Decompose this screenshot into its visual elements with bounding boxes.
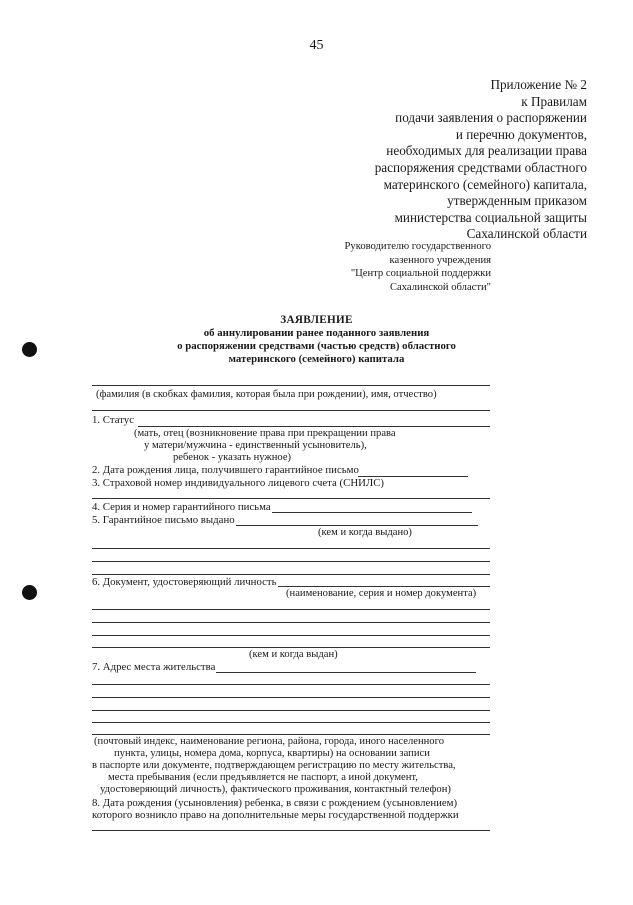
identity-doc-extra-line[interactable] [92, 635, 490, 636]
status-field-line[interactable] [138, 426, 490, 427]
page-number: 45 [309, 38, 324, 53]
letter-issued-hint: (кем и когда выдано) [318, 527, 412, 538]
appendix-line: к Правилам [521, 93, 587, 109]
address-label: 7. Адрес места жительства [92, 661, 216, 673]
address-extra-line[interactable] [92, 734, 490, 735]
appendix-line: утвержденным приказом [447, 193, 587, 209]
title-line: материнского (семейного) капитала [228, 353, 405, 365]
fio-field-line[interactable] [92, 385, 490, 386]
identity-doc-issued-hint: (кем и когда выдан) [249, 649, 338, 660]
appendix-line: необходимых для реализации права [386, 143, 587, 159]
recipient-block [345, 240, 491, 294]
appendix-line: Сахалинской области [466, 226, 587, 242]
address-hint-line: (почтовый индекс, наименование региона, района, города, иного населенного [94, 736, 444, 747]
address-extra-line[interactable] [92, 697, 490, 698]
recipient-line: "Центр социальной поддержки [350, 268, 491, 280]
letter-issued-extra-line[interactable] [92, 561, 490, 562]
recipient-line: Руководителю государственного [344, 241, 491, 252]
recipient-line: казенного учреждения [389, 254, 491, 266]
recipient-line: Сахалинской области" [389, 281, 491, 293]
address-hint-line: в паспорте или документе, подтверждающем регистрацию по месту жительства, [92, 760, 456, 771]
appendix-block [375, 77, 587, 243]
address-hint-line: удостоверяющий личность), фактического проживания, контактный телефон) [100, 784, 451, 795]
identity-doc-field-line[interactable] [278, 586, 490, 587]
letter-number-label: 4. Серия и номер гарантийного письма [92, 501, 271, 513]
status-hint-line: у матери/мужчина - единственный усыновитель), [144, 440, 367, 451]
letter-issued-extra-line[interactable] [92, 574, 490, 575]
status-hint-line: (мать, отец (возникновение права при прекращении права [134, 428, 396, 439]
appendix-line: распоряжения средствами областного [374, 159, 587, 175]
document-title [0, 314, 633, 366]
title-line: об аннулировании ранее поданного заявления [203, 327, 430, 339]
address-extra-line[interactable] [92, 684, 490, 685]
title-line: о распоряжении средствами (частью средств) областного [177, 340, 456, 352]
fio-hint: (фамилия (в скобках фамилия, которая была при рождении), имя, отчество) [96, 389, 437, 400]
appendix-line: подачи заявления о распоряжении [395, 110, 587, 126]
child-birthdate-label: 8. Дата рождения (усыновления) ребенка, в связи с рождением (усыновлением) [92, 797, 458, 809]
fio-field-line-2[interactable] [92, 410, 490, 411]
address-hint-line: места пребывания (если предъявляется не паспорт, а иной документ, [108, 772, 418, 783]
punch-hole-bottom [22, 585, 37, 600]
identity-doc-label: 6. Документ, удостоверяющий личность [92, 576, 277, 588]
appendix-line: Приложение № 2 [490, 77, 587, 92]
address-hint-line: пункта, улицы, номера дома, корпуса, квартиры) на основании записи [114, 748, 430, 759]
child-birthdate-field-line[interactable] [92, 830, 490, 831]
letter-number-field-line[interactable] [272, 512, 472, 513]
snils-field-line[interactable] [92, 498, 490, 499]
appendix-line: материнского (семейного) капитала, [383, 176, 587, 192]
status-hint-line: ребенок - указать нужное) [173, 452, 292, 463]
address-extra-line[interactable] [92, 710, 490, 711]
identity-doc-extra-line[interactable] [92, 622, 490, 623]
letter-issued-extra-line[interactable] [92, 548, 490, 549]
identity-doc-hint: (наименование, серия и номер документа) [286, 588, 477, 599]
appendix-line: министерства социальной защиты [394, 209, 587, 225]
letter-issued-field-line[interactable] [236, 525, 478, 526]
child-birthdate-label-cont: которого возникло право на дополнительные меры государственной поддержки [92, 809, 459, 821]
address-field-line[interactable] [216, 672, 476, 673]
appendix-line: и перечню документов, [455, 126, 587, 142]
birthdate-label: 2. Дата рождения лица, получившего гарантийное письмо [92, 464, 359, 476]
identity-doc-extra-line[interactable] [92, 609, 490, 610]
identity-doc-extra-line[interactable] [92, 647, 490, 648]
letter-issued-label: 5. Гарантийное письмо выдано [92, 514, 235, 526]
status-label: 1. Статус [92, 414, 134, 426]
title-heading: ЗАЯВЛЕНИЕ [280, 314, 353, 326]
snils-label: 3. Страховой номер индивидуального лицевого счета (СНИЛС) [92, 477, 385, 489]
address-extra-line[interactable] [92, 722, 490, 723]
